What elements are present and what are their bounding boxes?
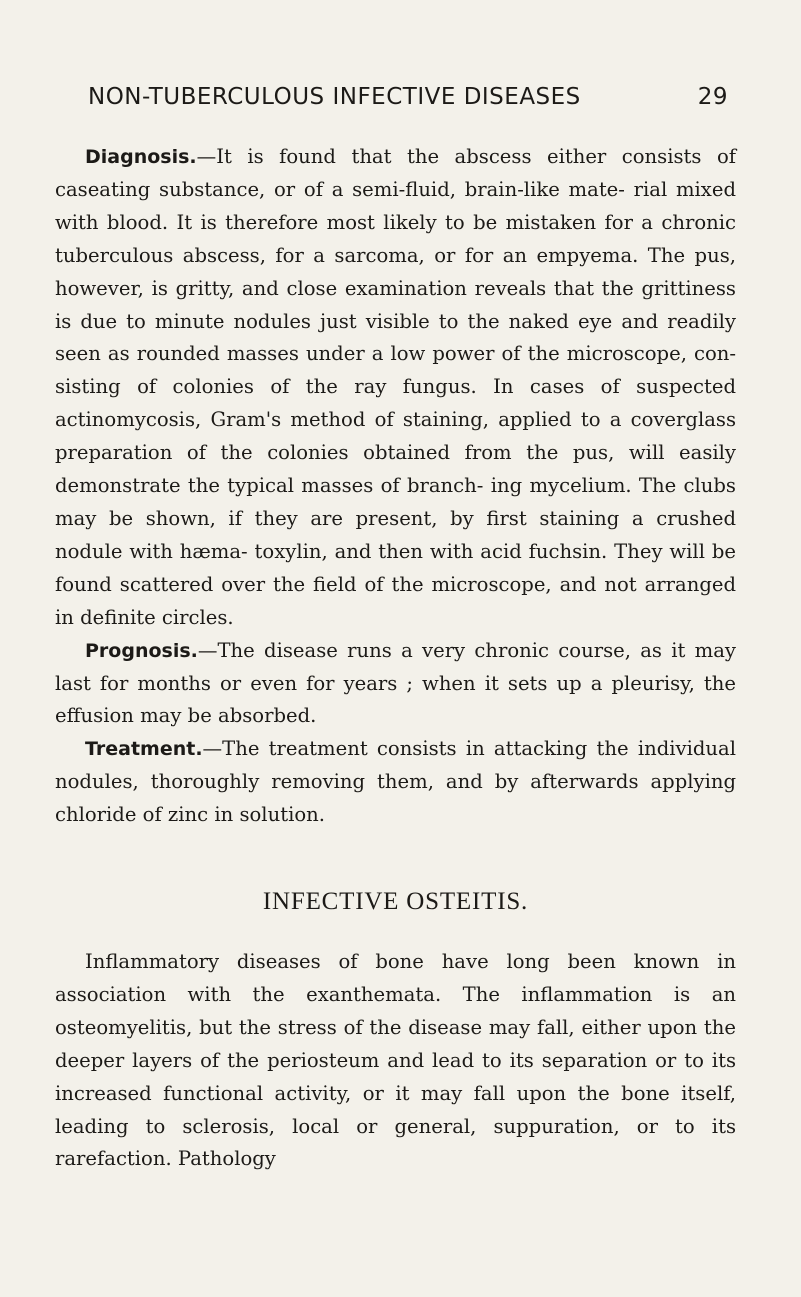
treatment-paragraph — [55, 733, 736, 832]
body-text — [55, 141, 736, 1176]
diagnosis-text: —It is found that the abscess either consists of caseating substance, or of a semi-fluid, brain-like mate- rial mixed with blood. It is therefore most likely to be mistaken for a chronic tuberculous abscess, for a sarcoma, or for an empyema. The pus, however, is gritty, and close examination reveals that the grittiness is due to minute nodules just visible to the naked eye and readily seen as rounded masses under a low power of the microscope, con- sisting of colonies of the ray fungus. In cases of suspected actinomycosis, Gram's method of staining, applied to a coverglass preparation of the colonies obtained from the pus, will easily demonstrate the typical masses of branch- ing mycelium. The clubs may be shown, if they are present, by first staining a crushed nodule with hæma- toxylin, and then with acid fuchsin. They will be found scattered over the field of the microscope, and not arranged in definite circles. — [55, 145, 736, 629]
diagnosis-heading: Diagnosis. — [85, 146, 197, 168]
running-head-title: NON-TUBERCULOUS INFECTIVE DISEASES — [88, 84, 581, 110]
treatment-text: —The treatment consists in attacking the individual nodules, thoroughly removing them, and by afterwards applying chloride of zinc in solution. — [55, 737, 736, 827]
treatment-heading: Treatment. — [85, 738, 203, 761]
diagnosis-paragraph — [55, 141, 736, 635]
prognosis-text: —The disease runs a very chronic course, as it may last for months or even for years ; when it sets up a pleurisy, the effusion may be absorbed. — [55, 638, 736, 728]
prognosis-paragraph — [55, 635, 736, 734]
page-number: 29 — [697, 84, 728, 110]
osteitis-paragraph: Inflammatory diseases of bone have long been known in association with the exanthemata. The inflammation is an osteomyelitis, but the stress of the disease may fall, either upon the deeper layers of the periosteum and lead to its separation or to its increased functional activity, or it may fall upon the bone itself, leading to sclerosis, local or general, suppuration, or to its rarefaction. Pathology — [55, 950, 736, 1171]
prognosis-heading: Prognosis. — [85, 639, 198, 662]
section-heading-infective-osteitis: INFECTIVE OSTEITIS. — [262, 888, 529, 916]
